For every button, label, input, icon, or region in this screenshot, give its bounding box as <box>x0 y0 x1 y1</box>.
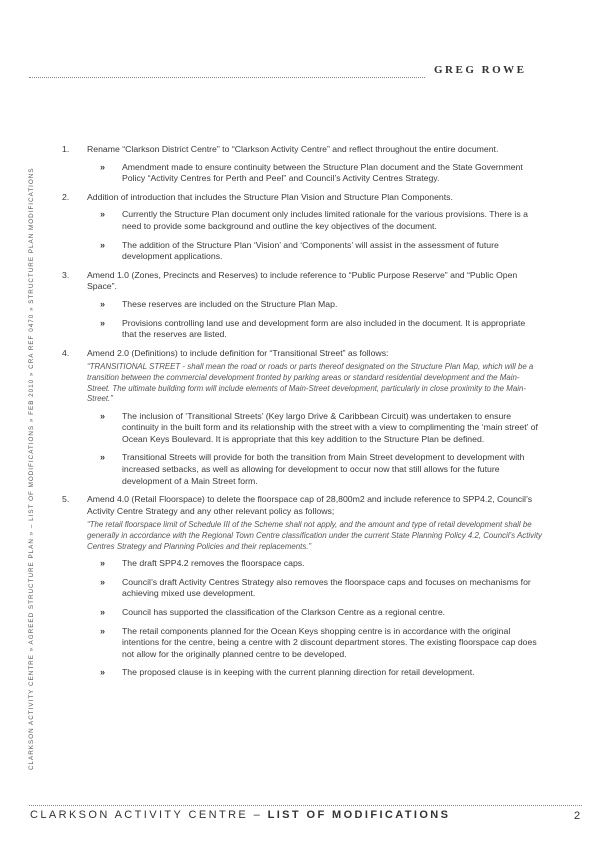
item-text: Amend 2.0 (Definitions) to include definition for “Transitional Street” as follows: <box>87 347 389 358</box>
item-number: 5. <box>62 494 70 505</box>
header-title: GREG ROWE <box>434 64 527 76</box>
header-rule <box>29 77 425 78</box>
bullet-text: These reserves are included on the Structure Plan Map. <box>122 298 338 309</box>
bullet-text: Currently the Structure Plan document only includes limited rationale for the various provisions. There is a need to provide some background and outline the key objectives of the document. <box>122 209 528 231</box>
footer-title-right: LIST OF MODIFICATIONS <box>267 809 451 821</box>
list-item <box>62 270 542 341</box>
bullet-item <box>87 411 542 446</box>
list-item <box>62 144 542 185</box>
bullet-text: The addition of the Structure Plan ‘Vision’ and ‘Components’ will assist in the assessment of future development applications. <box>122 239 499 262</box>
list-item <box>62 192 542 263</box>
bullet-marker-icon: » <box>100 625 106 636</box>
bullet-marker-icon: » <box>100 161 106 172</box>
bullet-item <box>87 452 542 487</box>
bullet-text: Council has supported the classification of the Clarkson Centre as a regional centre. <box>122 607 446 617</box>
bullet-text: The proposed clause is in keeping with the current planning direction for retail development. <box>122 667 475 678</box>
bullet-marker-icon: » <box>100 209 106 220</box>
bullet-marker-icon: » <box>100 558 106 569</box>
bullet-marker-icon: » <box>100 298 106 309</box>
item-text: Amend 1.0 (Zones, Precincts and Reserves) to include reference to “Public Purpose Reserve” and “Public Open Space”. <box>87 269 518 292</box>
item-text: Rename “Clarkson District Centre” to “Clarkson Activity Centre” and reflect throughout the entire document. <box>87 144 499 154</box>
item-number: 3. <box>62 269 70 280</box>
bullet-text: The inclusion of ‘Transitional Streets’ (Key largo Drive & Caribbean Circuit) was undertaken to ensure continuity in the built form and its relationship with the street with a view to complimenting the ‘main street’ of Ocean Keys Boulevard. It is appropriate that this key addition to the Structure Plan be defined. <box>122 410 538 444</box>
bullet-item <box>87 577 542 600</box>
bullet-text: Provisions controlling land use and development form are also included in the document. It is appropriate that the reserves are listed. <box>122 317 526 340</box>
bullet-item <box>87 162 542 185</box>
bullet-item <box>87 209 542 232</box>
item-quote: “TRANSITIONAL STREET - shall mean the road or roads or parts thereof designated on the Structure Plan Map, which will be a transition between the commercial development fronted by parking areas or standard residential development and the Main-Street. The ultimate building form will include elements of Main-Street development, particularly in close proximity to the Main-Street.” <box>87 362 534 404</box>
list-item <box>62 494 542 679</box>
footer-rule <box>29 805 582 806</box>
list-item <box>62 348 542 488</box>
bullet-text: Amendment made to ensure continuity between the Structure Plan document and the State Government Policy “Activity Centres for Perth and Peel” and Council’s Activity Centres Strategy. <box>122 161 523 184</box>
bullet-marker-icon: » <box>100 607 106 617</box>
bullet-marker-icon: » <box>100 410 106 421</box>
side-running-text: CLARKSON ACTIVITY CENTRE » AGREED STRUCTURE PLAN » – LIST OF MODIFICATIONS » FEB 2010 » CRA REF 0470 » STRUCTURE PLAN MODIFICATIONS <box>28 167 35 770</box>
footer-title <box>30 809 450 821</box>
bullet-item <box>87 626 542 661</box>
footer-title-left: CLARKSON ACTIVITY CENTRE – <box>30 809 268 821</box>
item-quote: “The retail floorspace limit of Schedule III of the Scheme shall not apply, and the amount and type of retail development shall be generally in accordance with the Regional Town Centre classification under the current State Planning Policy 4.2, Council’s Activity Centres Strategy and Planning Policies and their replacements.” <box>87 520 542 551</box>
bullet-marker-icon: » <box>100 667 106 678</box>
bullet-marker-icon: » <box>100 317 106 328</box>
bullet-marker-icon: » <box>100 576 106 587</box>
bullet-text: Transitional Streets will provide for both the transition from Main Street development to development with increased setbacks, as well as allowing for development to occur now that still allows for the future development of a Main Street form. <box>122 452 525 486</box>
bullet-text: The retail components planned for the Ocean Keys shopping centre is in accordance with the original intentions for the centre, being a centre with 2 discount department stores. The existing floorspace cap does not allow for the originally planned centre to be developed. <box>122 625 537 659</box>
bullet-marker-icon: » <box>100 452 106 463</box>
bullet-marker-icon: » <box>100 239 106 250</box>
item-number: 1. <box>62 144 70 154</box>
modifications-list <box>62 144 542 686</box>
item-number: 4. <box>62 347 70 358</box>
bullet-text: Council’s draft Activity Centres Strategy also removes the floorspace caps and focuses on mechanisms for achieving mixed use development. <box>122 576 531 599</box>
bullet-item <box>87 607 542 619</box>
bullet-item <box>87 299 542 311</box>
item-text: Addition of introduction that includes the Structure Plan Vision and Structure Plan Components. <box>87 191 453 202</box>
bullet-item <box>87 558 542 570</box>
item-text: Amend 4.0 (Retail Floorspace) to delete the floorspace cap of 28,800m2 and include reference to SPP4.2, Council’s Activity Centre Strategy and any other relevant policy as follows; <box>87 494 533 516</box>
bullet-item <box>87 318 542 341</box>
bullet-item <box>87 667 542 679</box>
page-number: 2 <box>574 810 581 822</box>
bullet-text: The draft SPP4.2 removes the floorspace caps. <box>122 558 305 569</box>
item-number: 2. <box>62 191 70 202</box>
bullet-item <box>87 240 542 263</box>
